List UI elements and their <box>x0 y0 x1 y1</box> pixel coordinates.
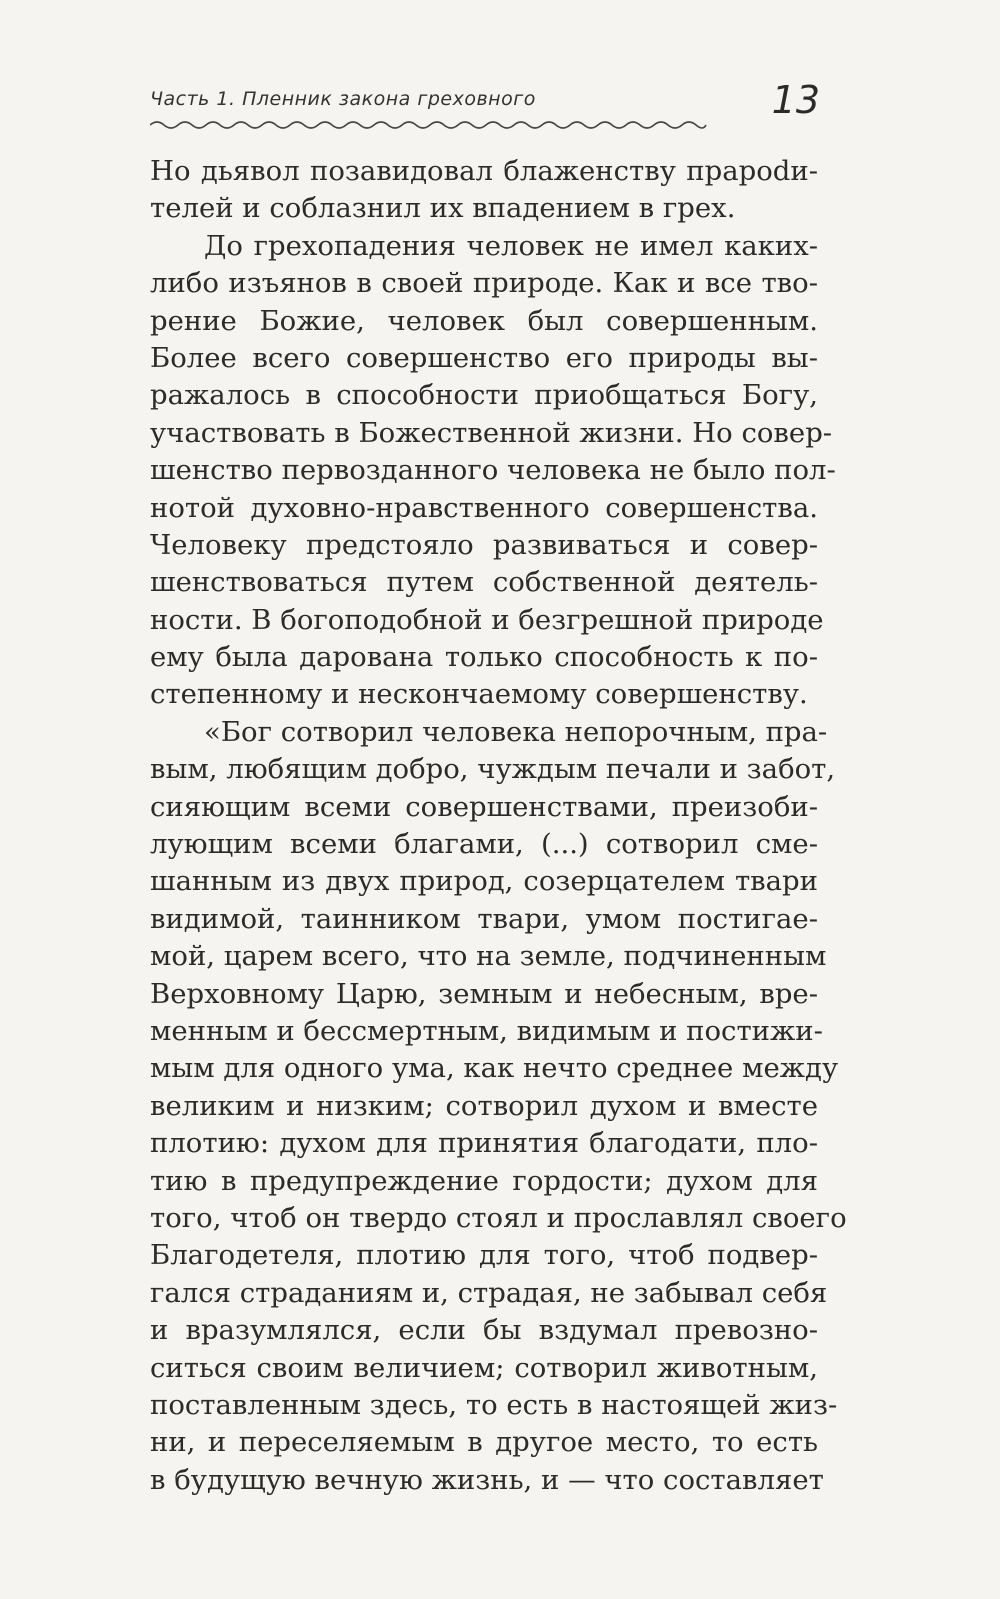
text-line: ему была дарована только способность к по- <box>150 641 818 674</box>
text-line: участвовать в Божественной жизни. Но совер- <box>150 416 833 449</box>
text-line: в будущую вечную жизнь, и — что составляет <box>150 1463 824 1496</box>
paragraph <box>150 228 836 714</box>
text-line: Но дьявол позавидовал блаженству прароdи- <box>150 155 818 187</box>
running-head: Часть 1. Пленник закона греховного <box>150 88 536 110</box>
text-line: Более всего совершенство его природы вы- <box>150 341 818 374</box>
paragraph-quote <box>150 714 847 1499</box>
body-text <box>150 153 847 1499</box>
wavy-rule-ornament <box>150 118 710 132</box>
paragraph <box>150 153 818 228</box>
text-line: шанным из двух природ, созерцателем твари <box>150 865 818 898</box>
text-line: шенство первозданного человека не было пол- <box>150 454 836 487</box>
text-line: «Бог сотворил человека непорочным, пра- <box>204 715 828 748</box>
text-line: мой, царем всего, что на земле, подчиненным <box>150 940 827 973</box>
text-line: менным и бессмертным, видимым и постижи- <box>150 1014 823 1047</box>
text-line: того, чтоб он твердо стоял и прославлял своего <box>150 1201 847 1234</box>
text-line: рение Божие, человек был совершенным. <box>150 304 818 337</box>
text-line: ражалось в способности приобщаться Богу, <box>150 379 818 412</box>
text-line: мым для одного ума, как нечто среднее между <box>150 1052 839 1085</box>
page-number: 13 <box>771 78 820 122</box>
text-line: нотой духовно-нравственного совершенства. <box>150 491 818 524</box>
text-line: степенному и нескончаемому совершенству. <box>150 678 808 711</box>
text-line: видимой, таинником твари, умом постигае- <box>150 902 818 935</box>
text-line: Благодетеля, плотию для того, чтоб подвер- <box>150 1239 818 1272</box>
text-line: ности. В богоподобной и безгрешной природе <box>150 603 824 636</box>
text-line: ситься своим величием; сотворил животным, <box>150 1351 818 1384</box>
page-header <box>150 78 820 138</box>
text-line: сияющим всеми совершенствами, преизоби- <box>150 790 818 823</box>
text-line: ни, и переселяемым в другое место, то есть <box>150 1426 818 1459</box>
text-line: До грехопадения человек не имел каких- <box>204 229 818 262</box>
text-line: и вразумлялся, если бы вздумал превозно- <box>150 1314 818 1347</box>
text-line: гался страданиям и, страдая, не забывал себя <box>150 1276 828 1309</box>
text-line: великим и низким; сотворил духом и вместе <box>150 1089 818 1122</box>
text-line: Верховному Царю, земным и небесным, вре- <box>150 977 818 1010</box>
text-line: Человеку предстояло развиваться и совер- <box>150 528 818 561</box>
text-line: плотию: духом для принятия благодати, пло- <box>150 1127 818 1160</box>
text-line: вым, любящим добро, чуждым печали и забот, <box>150 753 836 786</box>
text-line: телей и соблазнил их впадением в грех. <box>150 192 736 225</box>
text-line: лующим всеми благами, (...) сотворил сме- <box>150 828 818 861</box>
text-line: поставленным здесь, то есть в настоящей жиз- <box>150 1388 838 1421</box>
text-line: либо изъянов в своей природе. Как и все тво- <box>150 267 818 300</box>
text-line: шенствоваться путем собственной деятель- <box>150 566 818 599</box>
text-line: тию в предупреждение гордости; духом для <box>150 1164 818 1197</box>
